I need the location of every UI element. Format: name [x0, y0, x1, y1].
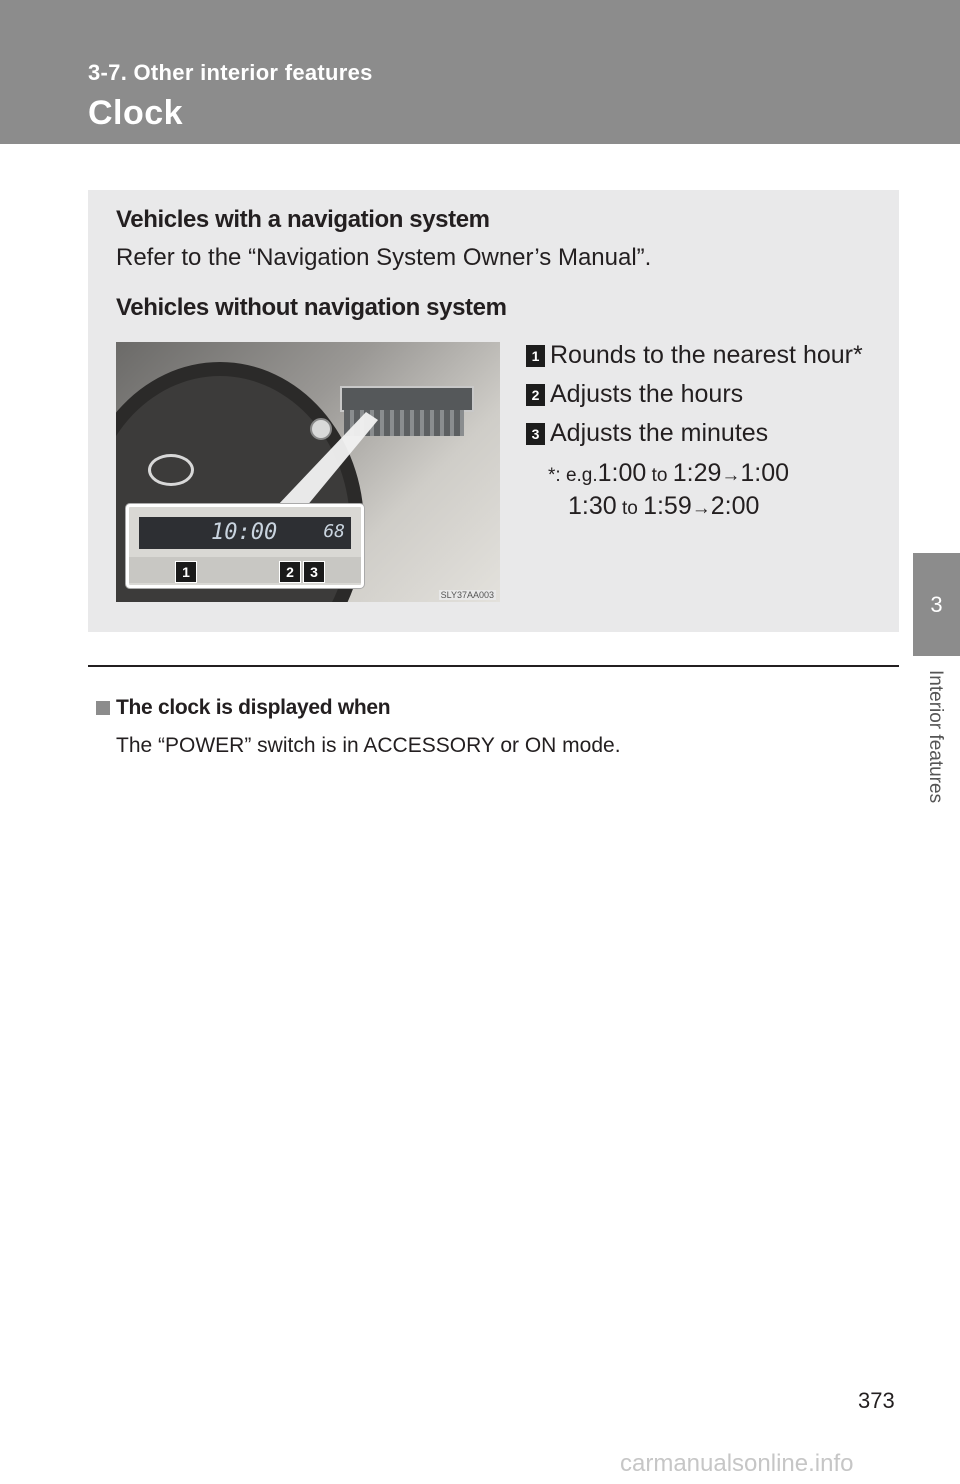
- legend-item: [526, 414, 886, 453]
- number-badge: 3: [526, 423, 545, 445]
- time-value: 1:29: [672, 459, 722, 487]
- to-word: to: [646, 465, 673, 486]
- legend-text: Adjusts the minutes: [550, 419, 769, 447]
- divider-line: [88, 665, 899, 667]
- watermark: carmanualsonline.info: [620, 1450, 854, 1477]
- square-bullet-icon: [96, 701, 110, 715]
- number-badge: 2: [526, 384, 545, 406]
- no-nav-heading: Vehicles without navigation system: [116, 294, 507, 321]
- callout-3: 3: [303, 561, 325, 583]
- time-value: 1:00: [597, 459, 647, 487]
- time-value: 1:59: [643, 492, 692, 520]
- legend-item: [526, 375, 886, 414]
- arrow-icon: →: [721, 465, 741, 486]
- time-value: 1:00: [740, 459, 790, 487]
- chapter-number: 3: [930, 591, 943, 617]
- nav-text: Refer to the “Navigation System Owner’s Manual”.: [116, 244, 652, 271]
- clock-control-panel: [126, 504, 364, 588]
- callout-2: 2: [279, 561, 301, 583]
- chapter-name: Interior features: [925, 670, 946, 804]
- footnote: [548, 458, 789, 524]
- legend-list: [526, 336, 886, 453]
- clock-panel-photo: [116, 342, 500, 602]
- footnote-line-2: [548, 491, 789, 524]
- clock-screen: [139, 517, 351, 549]
- page-header: [0, 0, 960, 144]
- legend-text: Rounds to the nearest hour*: [550, 341, 863, 369]
- note-heading: [96, 696, 390, 720]
- footnote-line-1: [548, 458, 789, 491]
- arrow-icon: →: [691, 498, 711, 519]
- number-badge: 1: [526, 345, 545, 367]
- clock-readout: 10:00: [211, 520, 278, 545]
- button-strip: [129, 557, 361, 583]
- legend-item: [526, 336, 886, 375]
- page-number: 373: [858, 1388, 895, 1413]
- nav-heading: Vehicles with a navigation system: [116, 206, 490, 233]
- image-code: SLY37AA003: [440, 590, 494, 600]
- time-value: 1:30: [568, 492, 617, 520]
- chapter-tab: [913, 553, 960, 656]
- page-title: Clock: [88, 94, 184, 132]
- callout-1: 1: [175, 561, 197, 583]
- legend-text: Adjusts the hours: [550, 380, 744, 408]
- note-body: The “POWER” switch is in ACCESSORY or ON mode.: [116, 734, 621, 757]
- to-word: to: [616, 498, 644, 519]
- clock-info-box: [88, 190, 899, 632]
- section-label: 3-7. Other interior features: [88, 60, 373, 85]
- temperature-readout: 68: [323, 521, 345, 542]
- time-value: 2:00: [710, 492, 760, 520]
- note-heading-text: The clock is displayed when: [116, 696, 391, 719]
- footnote-prefix: *: e.g.: [548, 465, 598, 486]
